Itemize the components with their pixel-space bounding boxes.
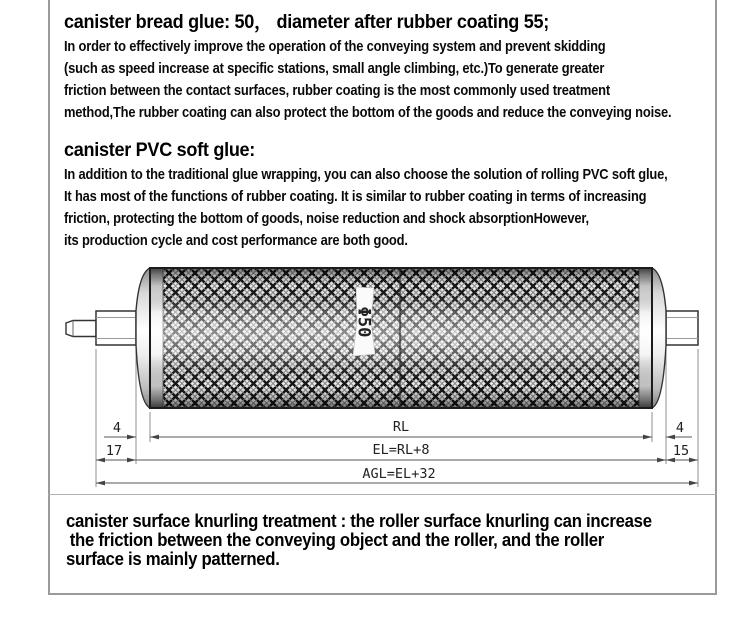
section-rubber-coating: [64, 10, 750, 124]
section-pvc-soft-glue: [64, 138, 750, 252]
section-knurling-treatment: [66, 512, 696, 569]
rubber-heading: canister bread glue: 50， diameter after rubber coating 55;: [64, 12, 550, 33]
rubber-line: method,The rubber coating can also protect the bottom of the goods and reduce the conveying noise.: [64, 104, 672, 121]
frame-bottom-border: [48, 593, 717, 595]
left-end-cap: [136, 268, 150, 408]
rubber-line: In order to effectively improve the operation of the conveying system and prevent skidding: [64, 38, 606, 55]
dim-rl: RL: [392, 419, 410, 435]
dim-agl: AGL=EL+32: [362, 466, 436, 482]
dim-right-cap: 4: [675, 420, 685, 436]
right-shaft: [666, 311, 698, 345]
dim-el: EL=RL+8: [372, 442, 430, 458]
knurled-tube: [150, 268, 652, 408]
diameter-label: Φ50: [353, 306, 374, 338]
roller-technical-drawing: [40, 255, 720, 500]
dim-left-shaft: 17: [105, 443, 123, 459]
dim-right-shaft: 15: [672, 443, 690, 459]
left-shaft-stub: [66, 321, 96, 337]
knurling-line: canister surface knurling treatment : the roller surface knurling can increase: [66, 511, 652, 531]
right-end-cap: [652, 268, 666, 408]
left-shaft: [96, 311, 136, 345]
rubber-line: (such as speed increase at specific stations, small angle climbing, etc.)To generate greater: [64, 60, 605, 77]
dim-left-cap: 4: [112, 420, 122, 436]
dimension-labels: [106, 419, 689, 482]
pvc-line: friction, protecting the bottom of goods, noise reduction and shock absorptionHowever,: [64, 210, 589, 227]
pvc-heading: canister PVC soft glue:: [64, 140, 256, 161]
knurling-line: surface is mainly patterned.: [66, 549, 280, 569]
pvc-line: its production cycle and cost performance are both good.: [64, 232, 408, 249]
roller-diagram-svg: [40, 255, 720, 500]
knurling-line: the friction between the conveying object and the roller, and the roller: [69, 530, 605, 550]
rubber-line: friction between the contact surfaces, rubber coating is the most commonly used treatment: [64, 82, 610, 99]
pvc-line: In addition to the traditional glue wrapping, you can also choose the solution of rolling PVC soft glue,: [64, 166, 668, 183]
pvc-line: It has most of the functions of rubber coating. It is similar to rubber coating in terms of increasing: [64, 188, 647, 205]
